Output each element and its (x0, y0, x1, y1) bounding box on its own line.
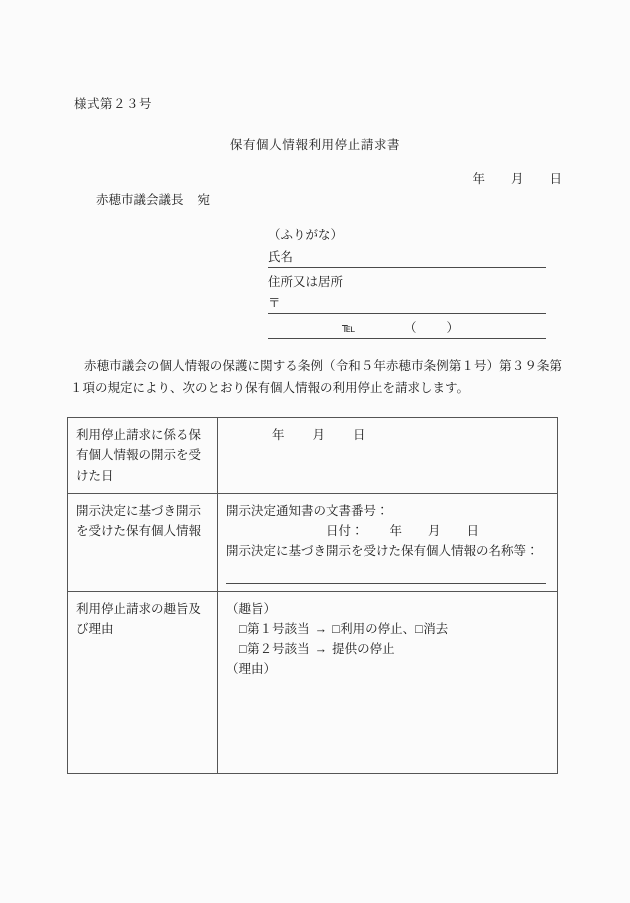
addressee-suffix: 宛 (197, 193, 211, 207)
page-title: 保有個人情報利用停止請求書 (229, 138, 401, 152)
request-table (67, 417, 558, 774)
decision-date-label: 日付： (326, 524, 364, 538)
table-row (68, 493, 558, 591)
telephone-icon: ℡ (342, 321, 356, 336)
row2-day: 日 (466, 524, 480, 538)
arrow-icon: → (314, 642, 328, 656)
form-number: 様式第２３号 (74, 97, 153, 111)
row2-month: 月 (428, 524, 441, 538)
postal-mark-icon: 〒 (268, 296, 281, 311)
row3-label-cell: 利用停止請求の趣旨及び理由 (68, 591, 218, 773)
option-2-result-label: 提供の停止 (332, 642, 395, 656)
row1-label-cell: 利用停止請求に係る保有個人情報の開示を受けた日 (68, 418, 218, 494)
option-1-row[interactable] (226, 619, 548, 639)
postal-address-field[interactable] (268, 295, 546, 314)
document-number-label: 開示決定通知書の文書番号： (226, 503, 389, 518)
row2-year: 年 (389, 524, 403, 538)
tel-paren-close: ） (446, 321, 459, 336)
checkbox-item-1-stop-use[interactable]: □ (332, 621, 341, 636)
option-1-label: 第１号該当 (247, 621, 310, 636)
checkbox-item-1[interactable]: □ (239, 621, 248, 636)
purpose-heading: （趣旨） (226, 601, 277, 616)
option-1-sub-2-label: 消去 (423, 621, 449, 636)
submission-date-day: 日 (549, 172, 562, 186)
addressee-name: 赤穂市議会議長 (96, 193, 184, 207)
table-row (68, 418, 558, 494)
row1-value-cell[interactable] (218, 418, 558, 494)
row1-day: 日 (353, 428, 366, 442)
address-label: 住所又は居所 (268, 274, 344, 289)
row1-year: 年 (272, 428, 285, 442)
information-name-label: 開示決定に基づき開示を受けた保有個人情報の名称等： (226, 544, 539, 559)
reason-heading: （理由） (226, 662, 277, 677)
row3-value-cell[interactable] (218, 591, 558, 773)
document-number-field[interactable] (226, 501, 548, 521)
tel-paren-open: （ (403, 321, 417, 336)
submission-date-line (472, 169, 562, 187)
arrow-icon: → (314, 621, 328, 636)
checkbox-item-2[interactable]: □ (239, 642, 248, 656)
option-2-label: 第２号該当 (247, 642, 310, 656)
option-1-sub-1-label: 利用の停止、 (340, 621, 416, 636)
body-paragraph: 赤穂市議会の個人情報の保護に関する条例（令和５年赤穂市条例第１号）第３９条第１項の規定により、次のとおり保有個人情報の利用停止を請求します。 (70, 359, 562, 395)
row2-label-cell: 開示決定に基づき開示を受けた保有個人情報 (68, 493, 218, 591)
checkbox-item-1-erase[interactable]: □ (415, 621, 424, 636)
row2-value-cell[interactable] (218, 493, 558, 591)
applicant-block (268, 228, 546, 339)
row1-month: 月 (312, 428, 326, 442)
furigana-label: （ふりがな） (268, 228, 344, 242)
reason-input-area[interactable] (226, 680, 548, 766)
decision-date-field[interactable] (226, 521, 548, 541)
disclosure-received-date[interactable] (226, 425, 548, 445)
name-label: 氏名 (268, 249, 294, 264)
table-row (68, 591, 558, 773)
submission-date-month: 月 (510, 172, 524, 186)
telephone-field[interactable] (268, 320, 546, 339)
submission-date-year: 年 (472, 172, 485, 186)
information-name-input[interactable] (226, 566, 546, 584)
addressee (96, 190, 210, 208)
name-field[interactable] (268, 249, 546, 268)
option-2-row[interactable] (226, 639, 548, 659)
